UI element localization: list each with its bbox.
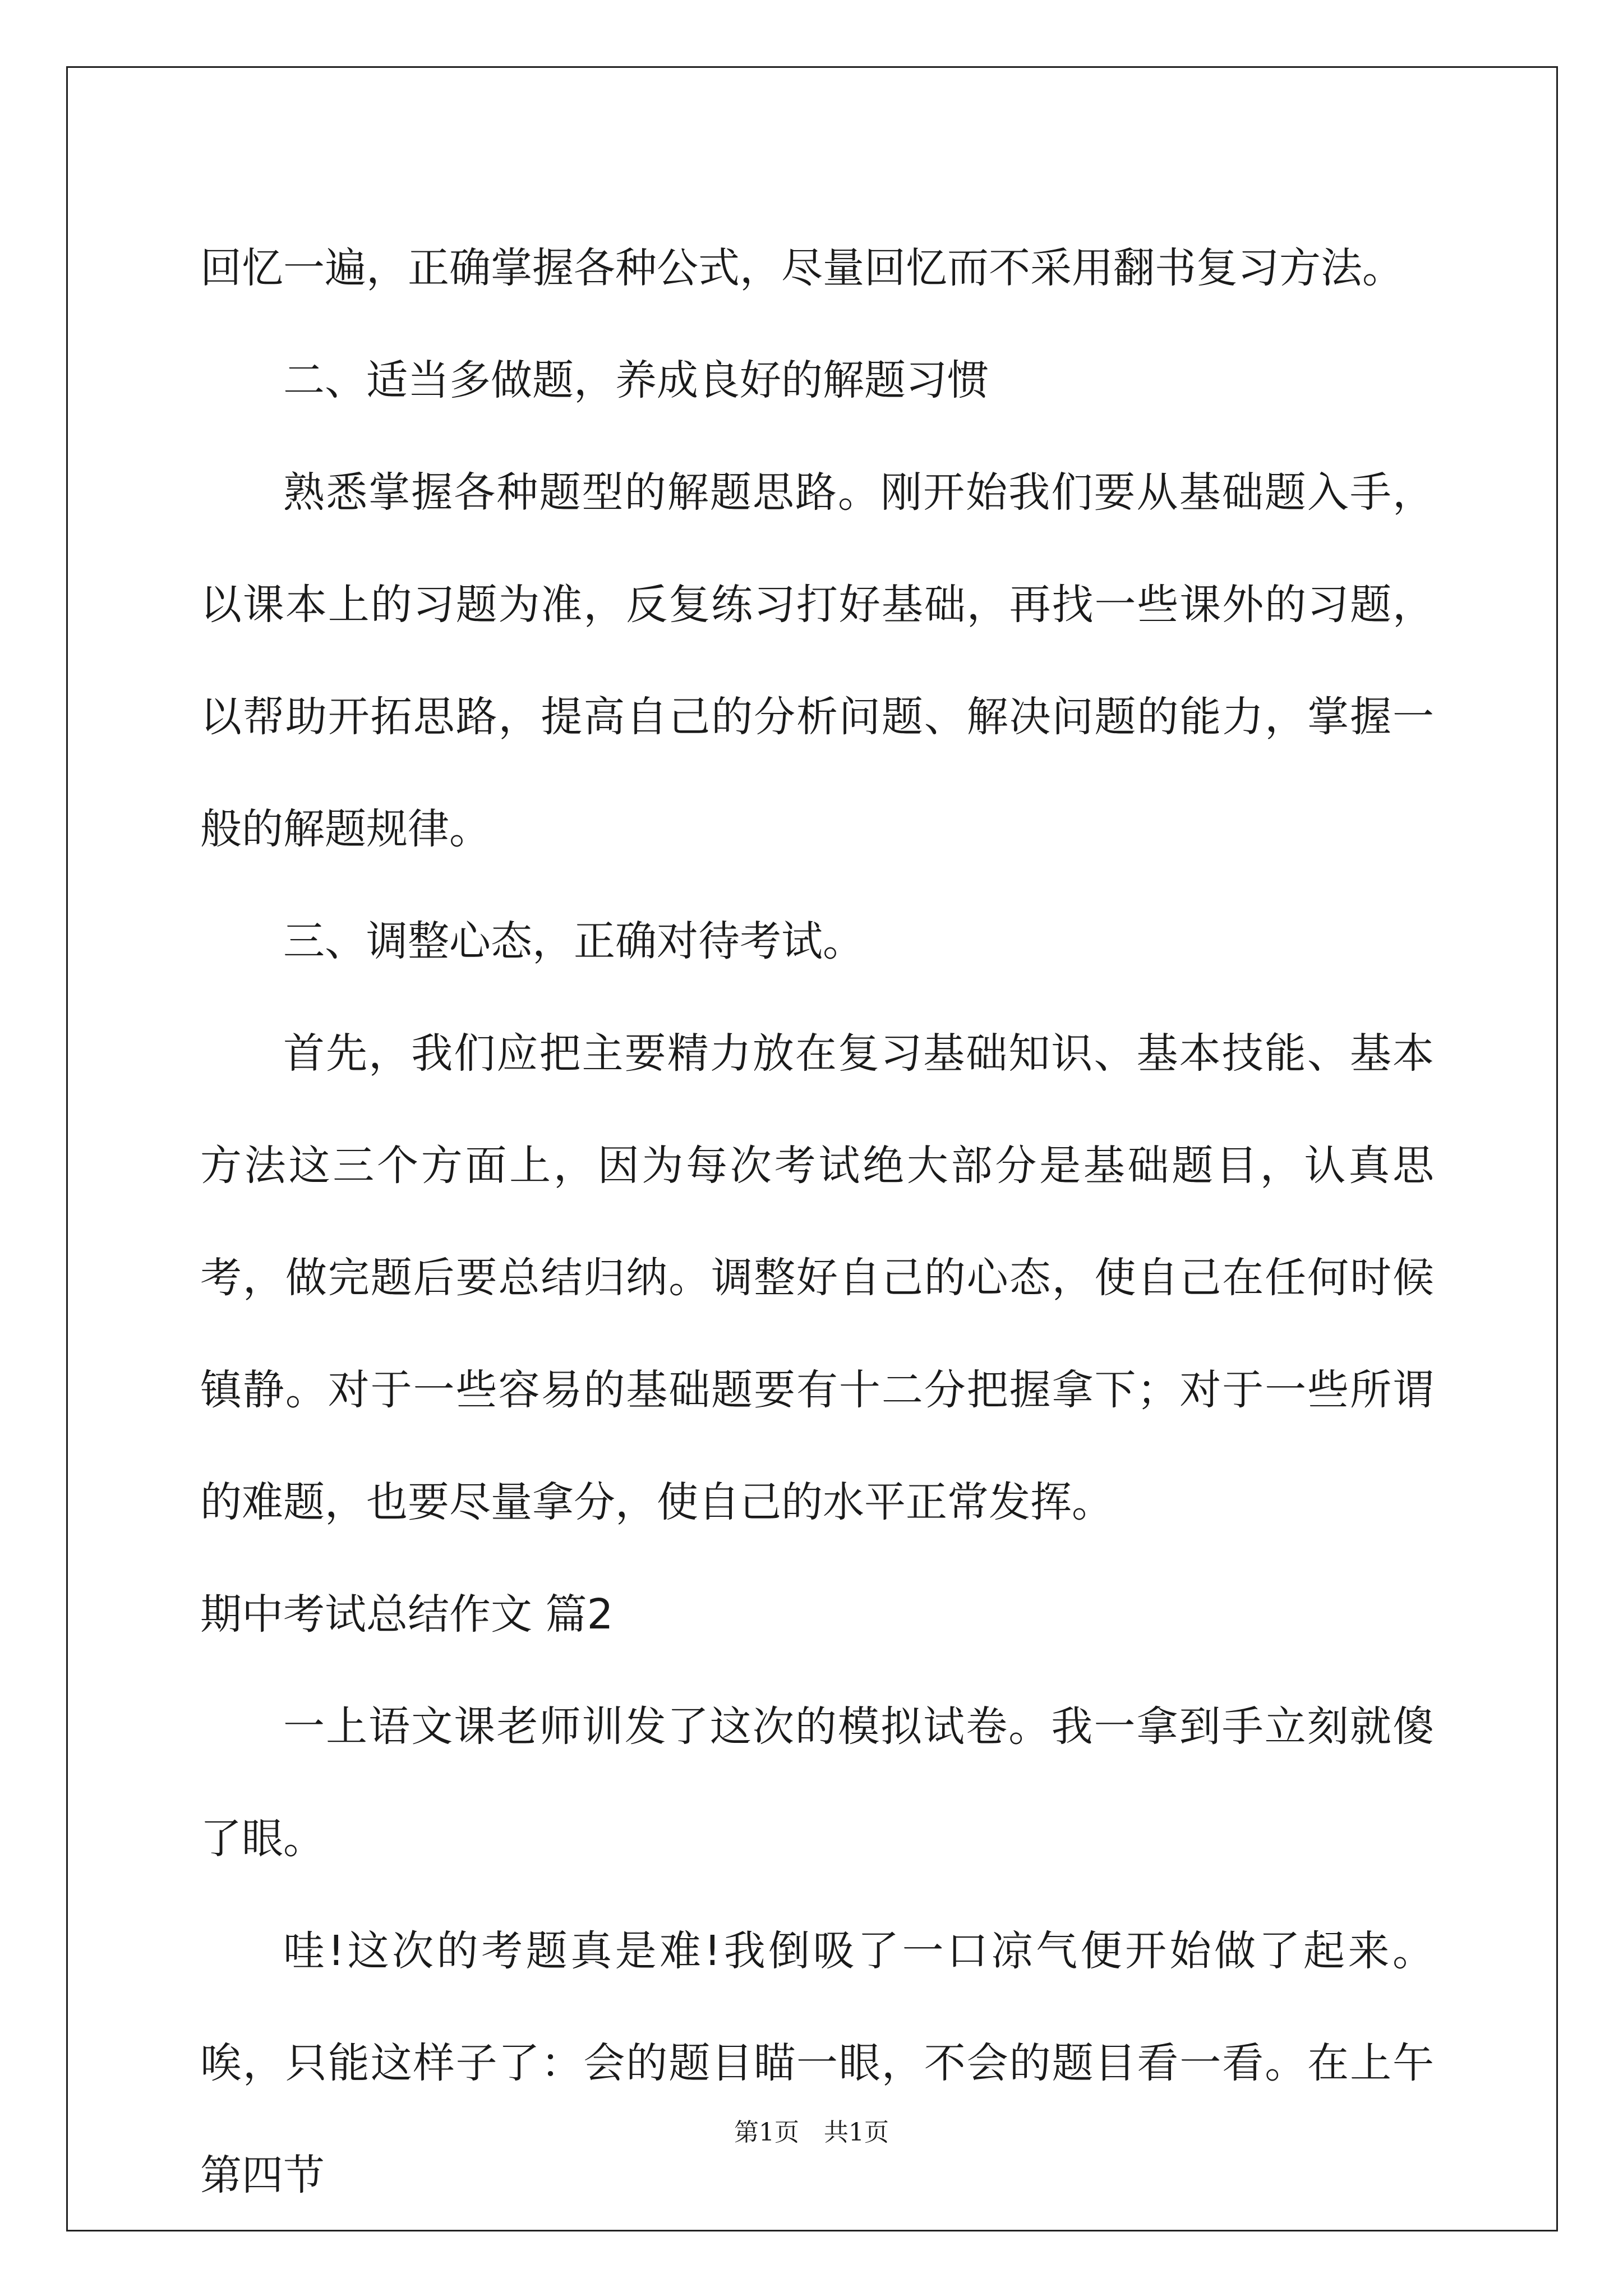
- paragraph-5: 首先，我们应把主要精力放在复习基础知识、基本技能、基本方法这三个方面上，因为每次考试绝大部分是基础题目，认真思考，做完题后要总结归纳。调整好自己的心态，使自己在任何时候镇静。对于一些容易的基础题要有十二分把握拿下；对于一些所谓的难题，也要尽量拿分，使自己的水平正常发挥。: [200, 1029, 1434, 1526]
- section-heading-3: 三、调整心态，正确对待考试。: [283, 917, 864, 965]
- page-footer: 第1页 共1页: [734, 2118, 889, 2147]
- section-heading-2: 二、适当多做题，养成良好的解题习惯: [283, 356, 989, 404]
- paragraph-1: 回忆一遍，正确掌握各种公式，尽量回忆而不采用翻书复习方法。: [200, 244, 1404, 292]
- paragraph-7: 一上语文课老师训发了这次的模拟试卷。我一拿到手立刻就傻了眼。: [200, 1703, 1434, 1863]
- article-heading: 期中考试总结作文 篇2: [200, 1590, 614, 1639]
- paragraph-3: 熟悉掌握各种题型的解题思路。刚开始我们要从基础题入手，以课本上的习题为准，反复练习打好基础，再找一些课外的习题，以帮助开拓思路，提高自己的分析问题、解决问题的能力，掌握一般的解题规律。: [200, 468, 1434, 853]
- paragraph-8: 哇!这次的考题真是难!我倒吸了一口凉气便开始做了起来。唉，只能这样子了：会的题目瞄一眼，不会的题目看一看。在上午第四节: [200, 1927, 1434, 2200]
- document-body: [200, 212, 1434, 2231]
